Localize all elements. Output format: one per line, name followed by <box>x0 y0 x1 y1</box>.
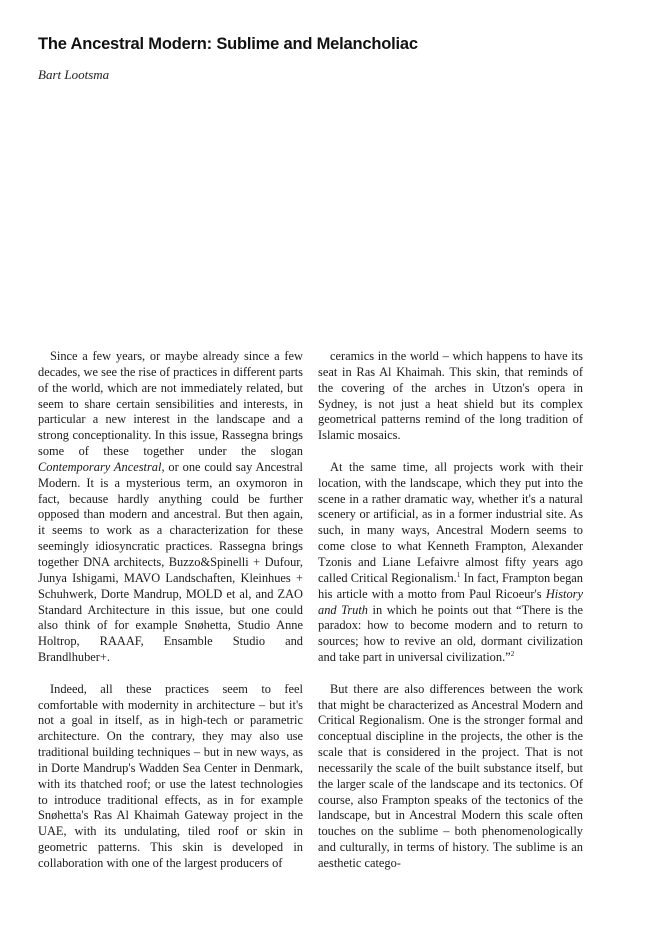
footnote-marker: 2 <box>510 649 515 658</box>
paragraph <box>318 460 583 666</box>
text-run: in which he points out that “There is the paradox: how to become modern and to return to sources; how to revive an old, dormant civilization and take part in universal civilization.” <box>318 602 583 665</box>
footnote-marker: 1 <box>456 570 461 579</box>
text-column-left <box>38 349 303 872</box>
text-run: At the same time, all projects work with their location, with the landscape, which they put into the scene in a rather dramatic way, whether it's a natural scenery or artificial, as in a former industrial site. As such, in many ways, Ancestral Modern seems to come close to what Kenneth Frampton, Alexander Tzonis and Liane Lefaivre almost fifty years ago called Critical Regionalism. <box>318 459 583 585</box>
italic-book-title: History and Truth <box>318 586 583 617</box>
italic-term: Contemporary Ancestral <box>38 459 162 474</box>
paragraph: ceramics in the world – which happens to have its seat in Ras Al Khaimah. This skin, that reminds of the covering of the arches in Utzon's opera in Sydney, is not just a heat shield but its complex geometrical patterns remind of the long tradition of Islamic mosaics. <box>318 349 583 443</box>
text-run: In fact, Frampton began his article with a motto from Paul Ricoeur's <box>318 570 583 601</box>
author-name: Bart Lootsma <box>38 67 110 82</box>
paragraph <box>38 349 303 666</box>
paragraph: Indeed, all these practices seem to feel comfortable with modernity in architecture – but it's not a goal in itself, as in high-tech or parametric architecture. On the contrary, they may also use traditional building techniques – but in new ways, as in Dorte Mandrup's Wadden Sea Center in Denmark, with its thatched roof; or use the latest technologies to introduce traditional effects, as in for example Snøhetta's Ras Al Khaimah Gateway project in the UAE, with its undulating, tiled roof or skin in geometric patterns. This skin is developed in collaboration with one of the largest producers of <box>38 681 303 870</box>
text-run: Since a few years, or maybe already since a few decades, we see the rise of practices in different parts of the world, which are not immediately related, but seem to share certain sensibilities and interests, in particular a new interest in the landscape and a strong conceptionality. In this issue, Rassegna brings some of these together under the slogan <box>38 349 303 459</box>
paragraph: But there are also differences between the work that might be characterized as Ancestral Modern and Critical Regionalism. One is the stronger formal and conceptual discipline in the projects, the other is the scale that is considered in the project. That is not necessarily the scale of the built substance itself, but the larger scale of the landscape and its tectonics. Of course, also Frampton speaks of the tectonics of the landscape, but in Ancestral Modern this scale often touches on the sublime – both phenomenologically and culturally, in terms of history. The sublime is an aesthetic catego- <box>318 681 583 870</box>
text-column-right <box>318 349 583 872</box>
text-run: , or one could say Ancestral Modern. It is a mysterious term, an oxymoron in fact, because hardly anything could be further opposed than modern and ancestral. But then again, it seems to work as a characterization for these seemingly idiosyncratic practices. Rassegna brings together DNA architects, Buzzo&Spinelli + Dufour, Junya Ishigami, MAVO Landschaften, Kleinhues + Schuhwerk, Dorte Mandrup, MOLD et al, and ZAO Standard Architecture in this issue, but one could also think of for example Snøhetta, Studio Anne Holtrop, RAAAF, Ensamble Studio and Brandlhuber+. <box>38 459 304 665</box>
article-title: The Ancestral Modern: Sublime and Melancholiac <box>38 35 418 53</box>
